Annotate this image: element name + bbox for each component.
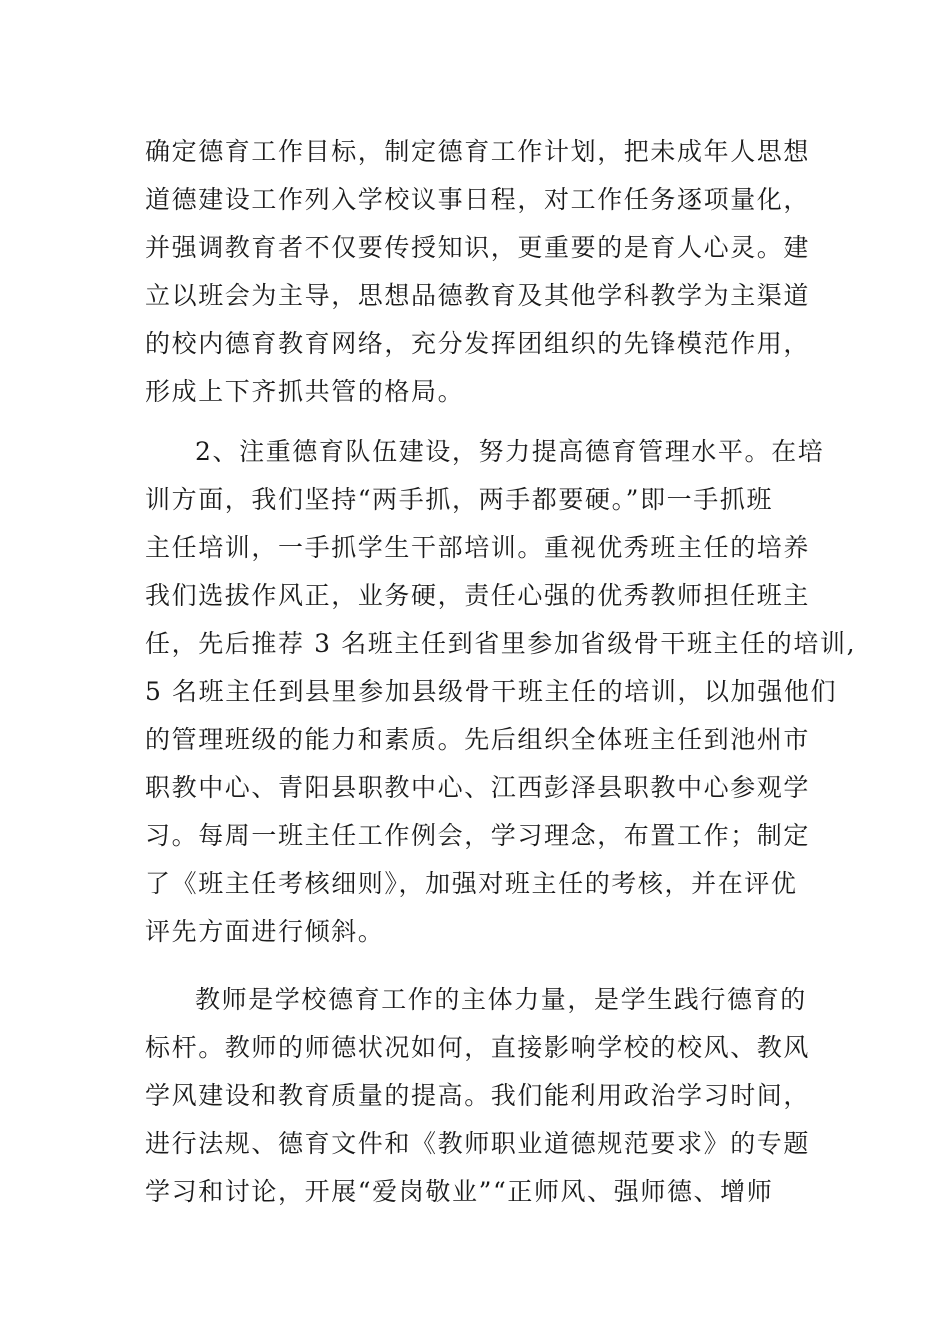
- paragraph-line: 2、注重德育队伍建设，努力提高德育管理水平。在培: [195, 437, 825, 466]
- paragraph-line: 并强调教育者不仅要传授知识，更重要的是育人心灵。建: [145, 233, 811, 262]
- paragraph-line: 训方面，我们坚持“两手抓，两手都要硬。”即一手抓班: [145, 485, 774, 514]
- paragraph-line: 进行法规、德育文件和《教师职业道德规范要求》的专题: [145, 1129, 811, 1158]
- paragraph-line: 了《班主任考核细则》，加强对班主任的考核，并在评优: [145, 869, 798, 898]
- paragraph-line: 学习和讨论，开展“爱岗敬业”“正师风、强师德、增师: [145, 1177, 774, 1206]
- paragraph-line: 5 名班主任到县里参加县级骨干班主任的培训，以加强他们: [145, 677, 838, 706]
- paragraph-3: [145, 976, 815, 1216]
- paragraph-line: 学风建设和教育质量的提高。我们能利用政治学习时间，: [145, 1081, 811, 1110]
- paragraph-line: 的管理班级的能力和素质。先后组织全体班主任到池州市: [145, 725, 811, 754]
- paragraph-line: 主任培训，一手抓学生干部培训。重视优秀班主任的培养: [145, 533, 811, 562]
- paragraph-line: 标杆。教师的师德状况如何，直接影响学校的校风、教风: [145, 1033, 811, 1062]
- paragraph-line: 任，先后推荐 3 名班主任到省里参加省级骨干班主任的培训,: [145, 629, 857, 658]
- paragraph-line: 习。每周一班主任工作例会，学习理念，布置工作；制定: [145, 821, 811, 850]
- paragraph-line: 教师是学校德育工作的主体力量，是学生践行德育的: [195, 985, 807, 1014]
- paragraph-line: 道德建设工作列入学校议事日程，对工作任务逐项量化，: [145, 185, 811, 214]
- paragraph-line: 的校内德育教育网络，充分发挥团组织的先锋模范作用，: [145, 329, 811, 358]
- paragraph-line: 形成上下齐抓共管的格局。: [145, 377, 465, 406]
- paragraph-line: 我们选拔作风正，业务硬，责任心强的优秀教师担任班主: [145, 581, 811, 610]
- paragraph-line: 立以班会为主导，思想品德教育及其他学科教学为主渠道: [145, 281, 811, 310]
- paragraph-1: [145, 128, 815, 416]
- paragraph-2: [145, 428, 857, 956]
- paragraph-line: 评先方面进行倾斜。: [145, 917, 385, 946]
- paragraph-line: 确定德育工作目标，制定德育工作计划，把未成年人思想: [145, 137, 811, 166]
- paragraph-line: 职教中心、青阳县职教中心、江西彭泽县职教中心参观学: [145, 773, 811, 802]
